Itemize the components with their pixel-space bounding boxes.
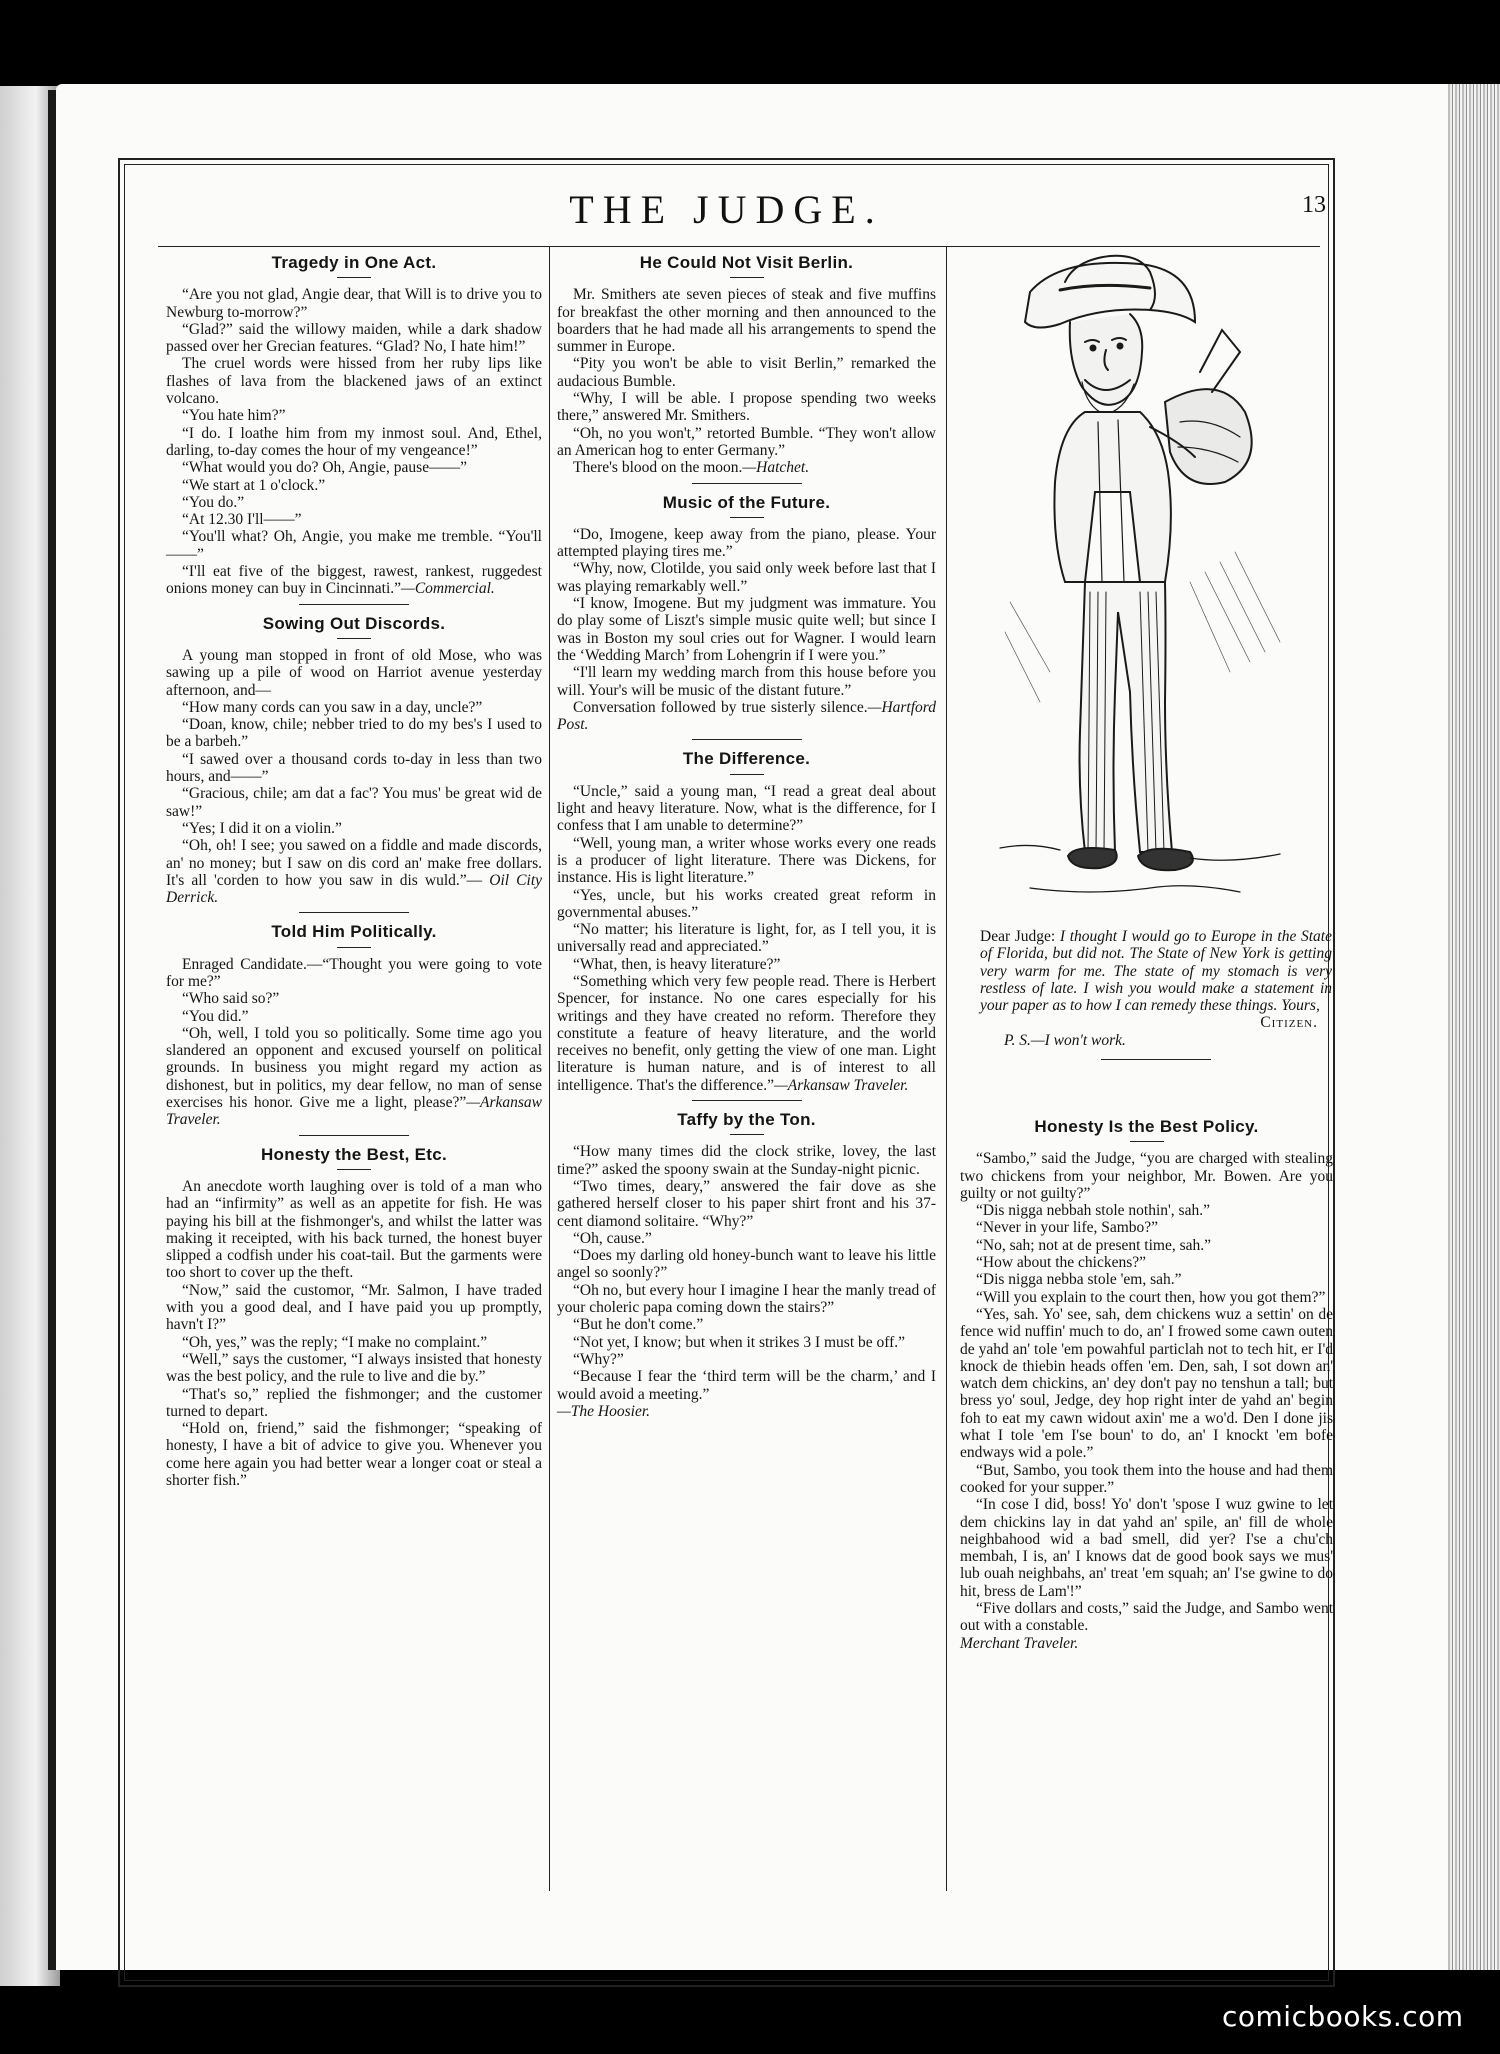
paragraph: “Not yet, I know; but when it strikes 3 I must be off.”: [573, 1333, 906, 1351]
paragraph: “Dis nigga nebbah stole nothin', sah.”: [976, 1202, 1210, 1220]
article-title: Honesty the Best, Etc.: [260, 1144, 448, 1164]
paragraph: “Doan, know, chile; nebber tried to do my bes's I used to be a barbeh.”: [166, 716, 542, 751]
paragraph: “Five dollars and costs,” said the Judge, and Sambo went out with a constable.: [960, 1600, 1333, 1635]
letter-to-judge: [980, 928, 1332, 1060]
paragraph: “Do, Imogene, keep away from the piano, please. Your attempted playing tires me.”: [557, 525, 936, 561]
paragraph: “Glad?” said the willowy maiden, while a dark shadow passed over her Grecian features. “Glad? No, I hate him!”: [166, 320, 542, 356]
article-source: —Arkansaw Traveler.: [773, 1076, 909, 1094]
article-end-rule: [299, 1135, 409, 1136]
article-honesty-policy: [960, 1118, 1333, 1652]
article-berlin: [557, 254, 936, 484]
paragraph: “I sawed over a thousand cords to-day in less than two hours, and——”: [166, 750, 542, 786]
column-rule-2: [946, 246, 947, 1891]
article-title: Told Him Politically.: [271, 922, 437, 942]
column-3-text: [960, 1116, 1333, 1652]
paragraph: “In cose I did, boss! Yo' don't 'spose I wuz gwine to let dem chickins lay in dat yahd an' spile, an' fill de whole neighbahood wid a bad smell, did yer? I'se a chu'ch membah, I is, an' I knows dat de good book says we mus' lub ouah neighbahs, an' treat 'em squah; an' I'se gwine to do hit, bress de Lam'!”: [960, 1496, 1333, 1600]
paragraph: “Sambo,” said the Judge, “you are charged with stealing two chickens from your neighbor, Mr. Bowen. Are you guilty or not guilty?”: [960, 1150, 1333, 1202]
paragraph: “Uncle,” said a young man, “I read a great deal about light and heavy literature. Now, what is the difference, for I confess that I am unable to determine?”: [557, 782, 936, 835]
paragraph: “Are you not glad, Angie dear, that Will is to drive you to Newburg to-morrow?”: [166, 286, 542, 321]
paragraph: A young man stopped in front of old Mose, who was sawing up a pile of wood on Harriot avenue yesterday afternoon, and—: [166, 646, 542, 699]
paragraph: “Does my darling old honey-bunch want to leave his little angel so soonly?”: [557, 1247, 936, 1282]
letter-salutation: Dear Judge:: [980, 928, 1056, 945]
paragraph: “Oh, oh! I see; you sawed on a fiddle and made discords, an' no money; but I saw on dis cord an' make free dollars. It's all 'corden to how you saw in dis wuld.”—: [166, 837, 542, 889]
article-source: —Hatchet.: [742, 459, 810, 477]
paragraph: “Will you explain to the court then, how you got them?”: [976, 1288, 1326, 1306]
paragraph: “Because I fear the ‘third term will be the charm,’ and I would avoid a meeting.”: [557, 1368, 936, 1403]
article-difference: [557, 750, 936, 1101]
article-end-rule: [692, 483, 802, 484]
paragraph: “Never in your life, Sambo?”: [976, 1219, 1159, 1237]
column-2: [557, 252, 936, 1420]
article-tragedy: [166, 254, 542, 605]
paragraph: “Why, I will be able. I propose spending two weeks there,” answered Mr. Smithers.: [557, 390, 936, 425]
paragraph: “Who said so?”: [182, 990, 280, 1008]
article-source: —The Hoosier.: [557, 1402, 651, 1420]
paragraph: “Oh, yes,” was the reply; “I make no complaint.”: [182, 1333, 488, 1351]
article-end-rule: [1101, 1059, 1211, 1060]
paragraph: “Why, now, Clotilde, you said only week before last that I was playing remarkably well.”: [557, 560, 936, 595]
paragraph: “What would you do? Oh, Angie, pause——”: [182, 459, 467, 477]
article-end-rule: [692, 1100, 802, 1101]
title-dash: [337, 638, 371, 639]
paragraph: Enraged Candidate.—“Thought you were going to vote for me?”: [166, 955, 542, 990]
paragraph: “Two times, deary,” answered the fair dove as she gathered herself closer to his paper shirt front and his 37-cent diamond solitaire. “Why?”: [557, 1177, 936, 1230]
article-source: Merchant Traveler.: [960, 1634, 1079, 1652]
paragraph: “Something which very few people read. There is Herbert Spencer, for instance. No one cares especially for his writings and they have created no reform. Therefore they constitute a feature of heavy literature, and the world receives no benefit, only getting the view of one man. Light literature is human nature, and is of interest to all intelligence. That's the difference.”: [557, 972, 936, 1094]
paragraph: “Hold on, friend,” said the fishmonger; “speaking of honesty, I have a bit of advice to give you. Whenever you come here again you had better wear a longer coat or steal a shorter fish.”: [166, 1420, 542, 1489]
title-dash: [337, 1169, 371, 1170]
column-rule-1: [549, 246, 550, 1891]
article-end-rule: [692, 739, 802, 740]
paragraph: “Why?”: [573, 1350, 624, 1368]
paragraph: “Oh, no you won't,” retorted Bumble. “They won't allow an American hog to enter Germany.”: [557, 424, 936, 459]
article-title: The Difference.: [682, 749, 811, 769]
paragraph: “Yes, uncle, but his works created great reform in governmental abuses.”: [557, 886, 936, 921]
paragraph: “What, then, is heavy literature?”: [573, 955, 781, 973]
article-title: He Could Not Visit Berlin.: [639, 253, 854, 272]
article-title: Tragedy in One Act.: [271, 253, 437, 272]
letter-body: I thought I would go to Europe in the State of Florida, but did not. The State of New York is getting very warm for me. The state of my stomach is very restless of late. I wish you would make a statement in your paper as to how I can remedy these things. Yours,: [980, 928, 1332, 1015]
paragraph: “Dis nigga nebba stole 'em, sah.”: [976, 1271, 1182, 1289]
paragraph: “I'll eat five of the biggest, rawest, rankest, ruggedest onions money can buy in Cincinnati.”: [166, 563, 542, 598]
paragraph: Conversation followed by true sisterly silence.: [573, 698, 868, 716]
article-end-rule: [299, 604, 409, 605]
title-dash: [1130, 1141, 1164, 1142]
title-dash: [337, 277, 371, 278]
paragraph: “Yes; I did it on a violin.”: [182, 819, 342, 837]
article-title: Taffy by the Ton.: [677, 1110, 816, 1130]
paragraph: “But he don't come.”: [573, 1316, 704, 1334]
paragraph: “I'll learn my wedding march from this house before you will. Your's will be music of the distant future.”: [557, 664, 936, 699]
paragraph: “No, sah; not at de present time, sah.”: [976, 1236, 1212, 1254]
paragraph: “You did.”: [182, 1007, 249, 1025]
title-dash: [730, 1134, 764, 1135]
title-dash: [730, 277, 764, 278]
masthead-title: THE JUDGE.: [569, 187, 884, 232]
paragraph: “You hate him?”: [182, 407, 286, 425]
paragraph: “You do.”: [182, 493, 245, 511]
paragraph: “At 12.30 I'll——”: [182, 511, 302, 529]
paragraph: “Well,” says the customer, “I always insisted that honesty was the best policy, and the rule to live and die by.”: [166, 1350, 542, 1386]
article-taffy: [557, 1111, 936, 1420]
paragraph: “But, Sambo, you took them into the house and had them cooked for your supper.”: [960, 1461, 1333, 1496]
watermark-text: comicbooks.com: [1222, 2000, 1464, 2033]
paragraph: “Now,” said the customor, “Mr. Salmon, I have traded with you a good deal, and I have paid you up promptly, havn't I?”: [166, 1281, 542, 1334]
paragraph: “Yes, sah. Yo' see, sah, dem chickens wuz a settin' on de fence wid nuffin' much to do, an' I frowed some cawn outen de yahd an' tole 'em powahful particlah not to tech hit, er I'd knock de thiebin heads offen 'em. Den, sah, I sot down an' watch dem chickins, an' dey don't pay no tenshun a tall; but bress yo' soul, Jedge, dey hop right inter de yahd an' begin foh to eat my cawn widout axin' me a wo'd. Den I done jis what I tole 'em I'se boun' to do, an' I knockt 'em bofe endways wid a pole.”: [960, 1305, 1333, 1462]
masthead-rule: [158, 246, 1320, 247]
title-dash: [730, 774, 764, 775]
title-dash: [337, 947, 371, 948]
paragraph: The cruel words were hissed from her ruby lips like flashes of lava from the blackened jaws of an extinct volcano.: [166, 355, 542, 408]
article-sowing: [166, 615, 542, 914]
letter-postscript: P. S.—I won't work.: [1004, 1031, 1126, 1049]
title-dash: [730, 517, 764, 518]
paragraph: “Pity you won't be able to visit Berlin,” remarked the audacious Bumble.: [557, 355, 936, 390]
article-politically: [166, 923, 542, 1135]
article-music: [557, 494, 936, 741]
paragraph: “No matter; his literature is light, for, as I tell you, it is universally read and appreciated.”: [557, 921, 936, 956]
paragraph: There's blood on the moon.: [573, 459, 743, 477]
article-source: —Commercial.: [401, 580, 495, 598]
paragraph: “How many times did the clock strike, lovey, the last time?” asked the spoony swain at the Sunday-night picnic.: [557, 1143, 936, 1178]
column-1: [166, 252, 542, 1489]
article-source: Oil City Derrick.: [166, 871, 543, 907]
paragraph: “Well, young man, a writer whose works every one reads is a producer of light literature. There was Dickens, for instance. His is light literature.”: [557, 834, 936, 887]
paragraph: Mr. Smithers ate seven pieces of steak and five muffins for breakfast the other morning and then announced to the boarders that he had made all his arrangements to spend the summer in Europe.: [557, 286, 936, 356]
paragraph: “Gracious, chile; am dat a fac'? You mus' be great wid de saw!”: [166, 785, 542, 820]
paragraph: “Oh, cause.”: [573, 1229, 652, 1247]
page-number: 13: [1302, 192, 1326, 218]
tramp-illustration: [990, 252, 1320, 906]
paragraph: “That's so,” replied the fishmonger; and the customer turned to depart.: [166, 1385, 542, 1420]
paragraph: “We start at 1 o'clock.”: [182, 476, 326, 494]
paragraph: “You'll what? Oh, Angie, you make me tremble. “You'll——”: [166, 528, 542, 563]
article-title: Music of the Future.: [662, 492, 831, 512]
article-title: Sowing Out Discords.: [262, 613, 446, 633]
paragraph: “Oh, well, I told you so politically. Some time ago you slandered an opponent and excused yourself on political grounds. In business you might regard my action as dishonest, but in politics, my dear fellow, no man of sense exercises his honor. Give me a light, please?”: [166, 1024, 542, 1112]
article-title: Honesty Is the Best Policy.: [1034, 1117, 1259, 1136]
letter-signature: Citizen.: [1260, 1014, 1318, 1032]
article-source: —Hartford Post.: [557, 698, 936, 734]
article-honesty-etc: [166, 1146, 542, 1490]
paragraph: “I know, Imogene. But my judgment was immature. You do play some of Liszt's simple music quite well; but since I was in Boston my soul cries out for Wagner. I would learn the ‘Wedding March’ from Lohengrin if I were you.”: [557, 595, 936, 664]
paragraph: “How about the chickens?”: [976, 1254, 1147, 1272]
paragraph: “Oh no, but every hour I imagine I hear the manly tread of your choleric papa coming down the stairs?”: [557, 1281, 936, 1317]
paragraph: An anecdote worth laughing over is told of a man who had an “infirmity” as well as an appetite for fish. He was paying his bill at the fishmonger's, and whilst the latter was making it receipted, with his back turned, the honest buyer slipped a codfish under his coat-tail. But the garments were too short to cover up the theft.: [166, 1177, 542, 1282]
article-source: —Arkansaw Traveler.: [166, 1094, 542, 1129]
article-end-rule: [299, 912, 409, 913]
paragraph: “How many cords can you saw in a day, uncle?”: [182, 698, 483, 716]
paragraph: “I do. I loathe him from my inmost soul. And, Ethel, darling, to-day comes the hour of my vengeance!”: [166, 424, 542, 459]
stacked-page-edges: [1448, 84, 1500, 1970]
